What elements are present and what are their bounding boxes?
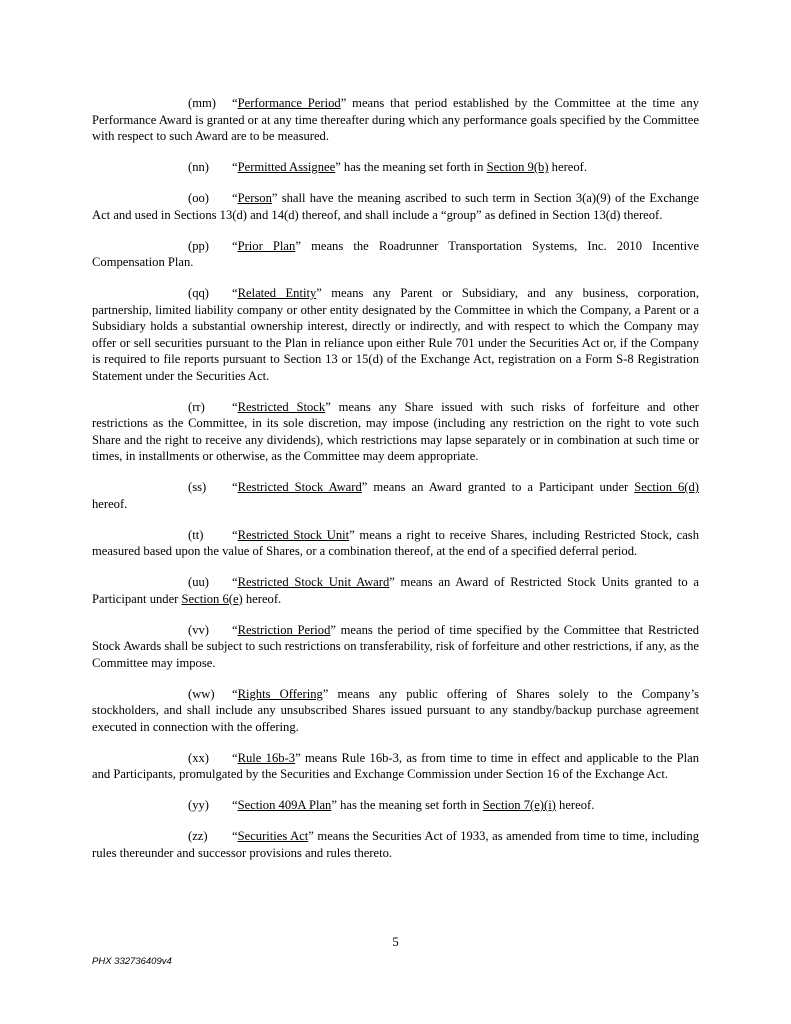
definition-label: (ss) [188,480,207,494]
defined-term: Securities Act [237,829,309,843]
definition-label: (ww) [188,686,215,701]
definition-label: (oo) [188,191,209,205]
defined-term: Rights Offering [237,686,323,701]
definition-rights-offering: (ww) “Rights Offering” means any public offering of Shares solely to the Company’s stockholders, and shall include any unsubscribed Shares issued pursuant to any standby/backup purchase agreement executed in connection with the offering. [92,686,699,734]
definition-person: (oo) “Person” shall have the meaning ascribed to such term in Section 3(a)(9) of the Exchange Act and used in Sections 13(d) and 14(d) thereof, and shall include a “group” as defined in Section 13(d) thereof. [92,191,699,222]
definition-prior-plan: (pp) “Prior Plan” means the Roadrunner Transportation Systems, Inc. 2010 Incentive Compensation Plan. [92,238,699,269]
defined-term: Restricted Stock Unit [237,527,350,542]
defined-term: Performance Period [237,96,341,110]
section-reference: Section 6(e) [181,591,243,606]
definition-label: (zz) [188,829,208,843]
defined-term: Restricted Stock Unit Award [237,575,390,589]
definition-restriction-period: (vv) “Restriction Period” means the period of time specified by the Committee that Restricted Stock Awards shall be subject to such restrictions on transferability, risk of forfeiture and other restrictions, if any, as the Committee may impose. [92,622,700,670]
definition-securities-act: (zz) “Securities Act” means the Securities Act of 1933, as amended from time to time, including rules thereunder and successor provisions and rules thereto. [92,829,699,860]
document-id-footer: PHX 332736409v4 [92,956,172,967]
section-reference: Section 6(d) [634,480,699,494]
definition-performance-period: (mm) “Performance Period” means that period established by the Committee at the time any Performance Award is granted or at any time thereafter during which any performance goals specified by the Committee with respect to such Award are to be measured. [92,96,699,143]
defined-term: Prior Plan [237,238,296,253]
defined-term: Restriction Period [237,622,331,637]
definition-restricted-stock-award: (ss) “Restricted Stock Award” means an Award granted to a Participant under Section 6(d) hereof. [92,480,699,511]
defined-term: Restricted Stock Award [237,480,362,494]
defined-term: Person [237,191,272,205]
definition-label: (xx) [188,750,209,765]
page-number: 5 [392,935,399,949]
definitions-list [92,95,699,876]
definition-section-409a-plan: (yy) “Section 409A Plan” has the meaning set forth in Section 7(e)(i) hereof. [188,798,595,812]
definition-label: (uu) [188,575,209,589]
definition-rule-16b-3: (xx) “Rule 16b-3” means Rule 16b-3, as from time to time in effect and applicable to the Plan and Participants, promulgated by the Securities and Exchange Commission under Section 16 of the Exchange Act. [92,750,699,781]
definition-restricted-stock: (rr) “Restricted Stock” means any Share issued with such risks of forfeiture and other restrictions as the Committee, in its sole discretion, may impose (including any restriction on the right to vote such Share and the right to receive any dividends), which restrictions may lapse separately or in combination at such time or times, in installments or otherwise, as the Committee may deem appropriate. [92,399,699,463]
definition-label: (yy) [188,798,209,812]
defined-term: Rule 16b-3 [237,750,296,765]
definition-label: (mm) [188,96,216,110]
defined-term: Section 409A Plan [237,798,332,812]
definition-label: (rr) [188,399,205,414]
definition-label: (vv) [188,622,209,637]
definition-label: (qq) [188,286,209,300]
definition-label: (nn) [188,160,209,174]
defined-term: Related Entity [237,286,317,300]
section-reference: Section 9(b) [486,160,549,174]
definition-label: (tt) [188,527,204,542]
defined-term: Permitted Assignee [237,160,336,174]
definition-restricted-stock-unit: (tt) “Restricted Stock Unit” means a right to receive Shares, including Restricted Stock, cash measured based upon the value of Shares, or a combination thereof, at the end of a specified deferral period. [92,527,699,558]
defined-term: Restricted Stock [237,399,326,414]
definition-label: (pp) [188,238,209,253]
definition-permitted-assignee: (nn) “Permitted Assignee” has the meaning set forth in Section 9(b) hereof. [188,160,587,174]
section-reference: Section 7(e)(i) [482,798,556,812]
definition-restricted-stock-unit-award: (uu) “Restricted Stock Unit Award” means an Award of Restricted Stock Units granted to a Participant under Section 6(e) hereof. [92,575,699,606]
definition-related-entity: (qq) “Related Entity” means any Parent or Subsidiary, and any business, corporation, partnership, limited liability company or other entity designated by the Committee in which the Company, a Parent or a Subsidiary holds a substantial ownership interest, directly or indirectly, and with respect to which the Company may offer or sell securities pursuant to the Plan in reliance upon either Rule 701 under the Securities Act or, if the Company is required to file reports pursuant to Section 13 or 15(d) of the Exchange Act, registration on a Form S-8 Registration Statement under the Securities Act. [92,286,700,383]
